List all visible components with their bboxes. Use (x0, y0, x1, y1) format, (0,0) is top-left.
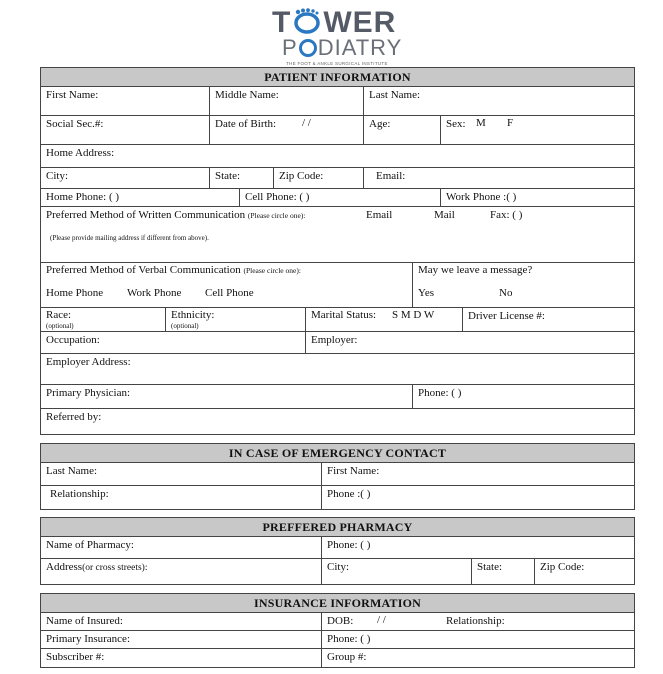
pharmacy-name-row (41, 537, 634, 559)
zip-label: Zip Code: (279, 170, 324, 182)
employer-field[interactable] (305, 332, 634, 353)
circle-o-icon (299, 39, 317, 57)
insurance-phone-label: Phone: ( ) (327, 633, 371, 645)
ssn-row (41, 116, 634, 145)
employer-address-row (41, 354, 634, 385)
written-option-fax[interactable]: Fax: ( ) (490, 209, 523, 221)
age-label: Age: (369, 118, 391, 130)
pharmacy-phone-field[interactable] (321, 537, 634, 558)
sex-m-option[interactable]: M (476, 117, 486, 129)
city-row (41, 168, 634, 189)
zip-field[interactable] (273, 168, 363, 188)
insurance-information-section (40, 593, 635, 668)
pharmacy-name-label: Name of Pharmacy: (46, 539, 134, 551)
pharmacy-address-row (41, 559, 634, 584)
insured-dob-label: DOB: (327, 615, 354, 627)
logo-letter-t: T (272, 6, 292, 39)
home-address-label: Home Address: (46, 147, 115, 159)
emergency-first-name-field[interactable] (321, 463, 634, 485)
emergency-contact-section (40, 443, 635, 510)
verbal-comm-field (41, 263, 412, 307)
work-phone-label: Work Phone :( ) (446, 191, 517, 203)
city-label: City: (46, 170, 69, 182)
race-field[interactable] (41, 308, 165, 331)
patient-information-header: PATIENT INFORMATION (41, 68, 634, 87)
logo-letter-p: P (282, 35, 298, 60)
pharmacy-phone-label: Phone: ( ) (327, 539, 371, 551)
insurance-phone-field[interactable] (321, 631, 634, 648)
employer-address-field[interactable] (41, 354, 634, 384)
name-of-insured-field[interactable] (41, 613, 321, 630)
pharmacy-city-field[interactable] (321, 559, 471, 584)
employer-address-label: Employer Address: (46, 356, 131, 368)
pharmacy-address-label: Address (46, 561, 83, 573)
race-label: Race: (46, 309, 72, 321)
emergency-phone-field[interactable] (321, 486, 634, 509)
driver-license-field[interactable] (462, 308, 634, 331)
group-label: Group #: (327, 651, 367, 663)
primary-insurance-field[interactable] (41, 631, 321, 648)
sex-label: Sex: (446, 118, 466, 130)
leave-message-label: May we leave a message? (418, 264, 533, 276)
primary-insurance-row (41, 631, 634, 649)
race-optional-note: (optional) (46, 322, 74, 330)
group-field[interactable] (321, 649, 634, 667)
logo-letters-diatry: DIATRY (317, 35, 403, 60)
occupation-label: Occupation: (46, 334, 100, 346)
age-field[interactable] (363, 116, 440, 144)
home-phone-field[interactable] (41, 189, 239, 206)
insured-relationship-label: Relationship: (446, 615, 505, 627)
first-name-field[interactable] (41, 87, 209, 115)
referred-by-label: Referred by: (46, 411, 102, 423)
leave-message-field (412, 263, 634, 307)
pharmacy-address-note: (or cross streets): (82, 563, 148, 573)
insured-dob-slashes: / / (377, 614, 386, 626)
city-field[interactable] (41, 168, 209, 188)
pharmacy-name-field[interactable] (41, 537, 321, 558)
dob-slashes: / / (302, 117, 311, 129)
phone-row (41, 189, 634, 207)
dob-label: Date of Birth: (215, 118, 277, 130)
logo-letters-wer: WER (323, 6, 397, 39)
verbal-option-cell[interactable]: Cell Phone (205, 287, 254, 299)
leave-message-no[interactable]: No (499, 287, 513, 299)
verbal-option-home[interactable]: Home Phone (46, 287, 104, 299)
ethnicity-field[interactable] (165, 308, 305, 331)
insured-dob-field[interactable] (321, 613, 441, 630)
insured-row (41, 613, 634, 631)
verbal-option-work[interactable]: Work Phone (127, 287, 182, 299)
written-option-email[interactable]: Email (366, 209, 393, 221)
home-address-field[interactable] (41, 145, 634, 167)
last-name-field[interactable] (363, 87, 634, 115)
pharmacy-state-label: State: (477, 561, 503, 573)
emergency-last-name-label: Last Name: (46, 465, 98, 477)
written-comm-note: (Please circle one): (247, 211, 306, 220)
subscriber-row (41, 649, 634, 667)
emergency-relationship-row (41, 486, 634, 509)
referred-by-field[interactable] (41, 409, 634, 431)
sex-field[interactable] (440, 116, 634, 144)
emergency-relationship-label: Relationship: (50, 488, 109, 500)
cell-phone-label: Cell Phone: ( ) (245, 191, 310, 203)
written-option-mail[interactable]: Mail (434, 209, 455, 221)
occupation-field[interactable] (41, 332, 305, 353)
dob-field[interactable] (209, 116, 363, 144)
cell-phone-field[interactable] (239, 189, 440, 206)
pharmacy-zip-label: Zip Code: (540, 561, 585, 573)
pharmacy-state-field[interactable] (471, 559, 534, 584)
marital-status-label: Marital Status: (311, 309, 377, 321)
verbal-comm-note: (Please circle one): (243, 266, 301, 275)
referred-by-row (41, 409, 634, 431)
social-sec-label: Social Sec.#: (46, 118, 104, 130)
name-row (41, 87, 634, 116)
marital-status-field[interactable] (305, 308, 462, 331)
race-row (41, 308, 634, 332)
footprint-icon (292, 6, 322, 34)
last-name-label: Last Name: (369, 89, 421, 101)
physician-phone-label: Phone: ( ) (418, 387, 462, 399)
employer-label: Employer: (311, 334, 358, 346)
emergency-first-name-label: First Name: (327, 465, 380, 477)
logo-tagline: THE FOOT & ANKLE SURGICAL INSTITUTE (286, 61, 388, 66)
emergency-name-row (41, 463, 634, 486)
physician-row (41, 385, 634, 409)
middle-name-label: Middle Name: (215, 89, 279, 101)
state-label: State: (215, 170, 241, 182)
emergency-contact-header: IN CASE OF EMERGENCY CONTACT (41, 444, 634, 463)
written-comm-text: Preferred Method of Written Communication (46, 209, 246, 221)
written-comm-row (41, 207, 634, 263)
tower-podiatry-logo (272, 6, 402, 66)
sex-f-option[interactable]: F (507, 117, 514, 129)
pharmacy-address-field[interactable] (41, 559, 321, 584)
state-field[interactable] (209, 168, 273, 188)
written-comm-label (46, 209, 305, 222)
primary-physician-label: Primary Physician: (46, 387, 131, 399)
logo-podiatry-text (282, 36, 402, 60)
social-sec-field[interactable] (41, 116, 209, 144)
physician-phone-field[interactable] (412, 385, 634, 408)
marital-status-options[interactable]: S M D W (392, 309, 435, 321)
insured-relationship-field[interactable] (441, 613, 634, 630)
name-of-insured-label: Name of Insured: (46, 615, 123, 627)
first-name-label: First Name: (46, 89, 99, 101)
emergency-phone-label: Phone :( ) (327, 488, 371, 500)
ethnicity-label: Ethnicity: (171, 309, 215, 321)
work-phone-field[interactable] (440, 189, 634, 206)
email-label: Email: (376, 170, 406, 182)
primary-insurance-label: Primary Insurance: (46, 633, 130, 645)
driver-license-label: Driver License #: (468, 310, 545, 322)
preferred-pharmacy-section (40, 517, 635, 585)
home-address-row (41, 145, 634, 168)
verbal-comm-text: Preferred Method of Verbal Communication (46, 264, 241, 276)
ethnicity-optional-note: (optional) (171, 322, 199, 330)
patient-information-section (40, 67, 635, 435)
insurance-information-header: INSURANCE INFORMATION (41, 594, 634, 613)
home-phone-label: Home Phone: ( ) (46, 191, 120, 203)
pharmacy-city-label: City: (327, 561, 350, 573)
subscriber-label: Subscriber #: (46, 651, 105, 663)
verbal-comm-label (46, 264, 301, 277)
email-field[interactable] (363, 168, 634, 188)
subscriber-field[interactable] (41, 649, 321, 667)
occupation-row (41, 332, 634, 354)
mailing-address-note: (Please provide mailing address if different from above). (50, 234, 209, 242)
preferred-pharmacy-header: PREFFERED PHARMACY (41, 518, 634, 537)
verbal-comm-row (41, 263, 634, 308)
emergency-last-name-field[interactable] (41, 463, 321, 485)
leave-message-yes[interactable]: Yes (418, 287, 435, 299)
primary-physician-field[interactable] (41, 385, 412, 408)
pharmacy-zip-field[interactable] (534, 559, 634, 584)
middle-name-field[interactable] (209, 87, 363, 115)
emergency-relationship-field[interactable] (41, 486, 321, 509)
